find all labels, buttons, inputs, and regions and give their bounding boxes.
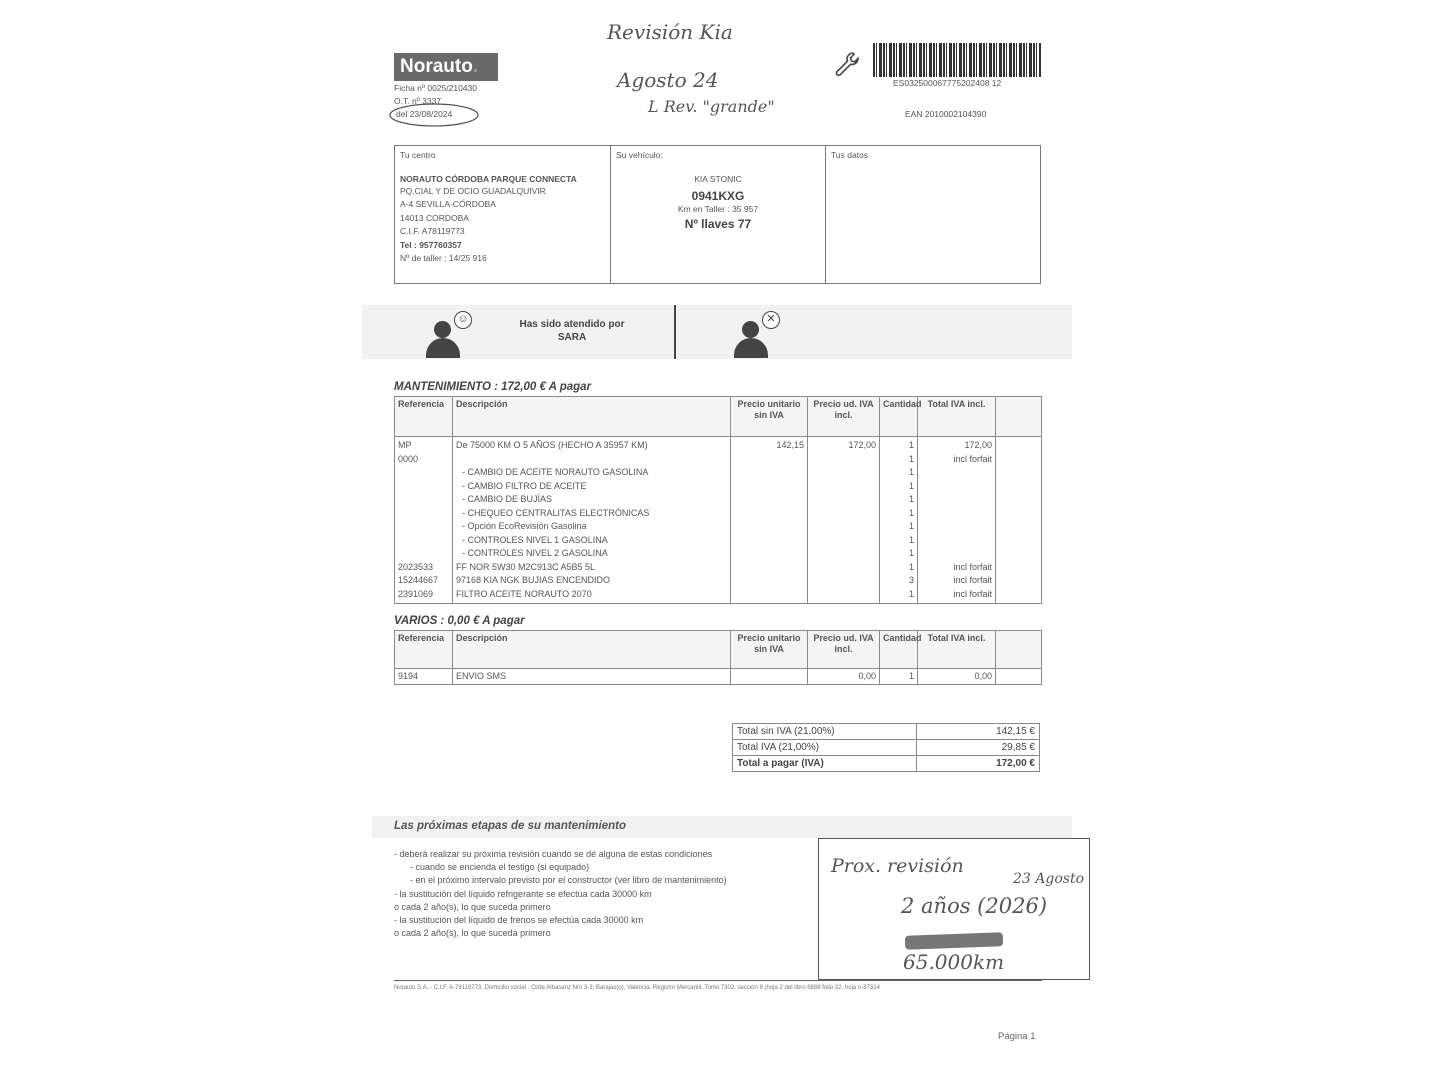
norauto-logo: Norauto.: [394, 53, 498, 81]
table-row: [395, 437, 1042, 604]
scribble-icon: [905, 932, 1003, 949]
total-cell: 0,00: [918, 669, 996, 685]
cantidad-cell: 1: [880, 669, 918, 685]
total-net-value: 142,15 €: [917, 724, 1040, 740]
col-precio-con-iva: Precio ud. IVA incl.: [808, 631, 880, 669]
vehicle-km: Km en Taller : 35 957: [677, 204, 759, 214]
attended-strip: [362, 305, 1072, 359]
table-header-row: [395, 631, 1042, 669]
precio-con-cell: 172,00: [808, 437, 880, 604]
note-line-3: 65.000km: [903, 950, 1005, 974]
list-item: o cada 2 año(s), lo que suceda primero: [394, 928, 551, 939]
barcode-number: ES032500067775202408 12: [893, 78, 1002, 88]
barcode: [873, 43, 1041, 77]
next-steps-list: [394, 848, 727, 940]
vehicle-plate: 0941KXG: [691, 189, 745, 203]
varios-title: VARIOS : 0,00 € A pagar: [394, 615, 525, 627]
total-vat-label: Total IVA (21,00%): [733, 740, 917, 756]
vehicle-keys: Nº llaves 77: [684, 216, 752, 231]
invoice-date: del 23/08/2024: [396, 109, 453, 119]
handwritten-note-box: [818, 838, 1090, 980]
tools-icon: ✕: [762, 311, 780, 329]
list-item: - cuando se encienda el testigo (si equipado): [410, 862, 590, 873]
list-item: - deberá realizar su próxima revisión cuando se dé alguna de estas condiciones: [394, 849, 713, 859]
ficha-number: Ficha nº 0025/210430: [394, 83, 477, 93]
list-item: o cada 2 año(s), lo que suceda primero: [394, 901, 551, 912]
total-grand-value: 172,00 €: [917, 756, 1040, 772]
page-number: Página 1: [998, 1031, 1036, 1042]
col-referencia: Referencia: [395, 397, 453, 437]
mantenimiento-table: [394, 396, 1042, 604]
technician-avatar-icon: [734, 321, 768, 359]
total-vat-value: 29,85 €: [917, 740, 1040, 756]
centro-cif: C.I.F. A78119773: [400, 226, 465, 236]
desc-cell: De 75000 KM O 5 AÑOS (HECHO A 35957 KM) - CAMBIO DE ACEITE NORAUTO GASOLINA - CAMBIO FILTRO DE ACEITE - CAMBIO DE BUJÍAS - CHEQUEO CENTRALITAS ELECTRÓNICAS - Opción EcoRevisión Gasolina - CONTROLES NIVEL 1 GASOLINA - CONTROLES NIVEL 2 GASOLINA FF NOR 5W30 M2C913C A5B5 5L 97168 KIA NGK BUJIAS ENCENDIDO FILTRO ACEITE NORAUTO 2070: [453, 437, 731, 604]
cantidad-cell: 1 1 1 1 1 1 1 1 1 1 3 1: [880, 437, 918, 604]
note-line-1b: 23 Agosto: [1013, 871, 1085, 887]
info-box: [394, 145, 1041, 284]
precio-con-cell: 0,00: [808, 669, 880, 685]
table-header-row: [395, 397, 1042, 437]
varios-table: [394, 630, 1042, 685]
datos-label: Tus datos: [831, 150, 869, 160]
col-referencia: Referencia: [395, 631, 453, 669]
centro-address-1: PQ.CIAL Y DE OCIO GUADALQUIVIR: [400, 185, 546, 196]
vehicle-model: KIA STONIC: [694, 173, 742, 184]
col-cantidad: Cantidad: [880, 397, 918, 437]
handwritten-note: L Rev. "grande": [648, 97, 775, 116]
vehiculo-column: [611, 146, 826, 283]
totals-row-net: [733, 724, 1040, 740]
col-total: Total IVA incl.: [918, 631, 996, 669]
footer-divider: [394, 980, 1042, 981]
list-item: - en el próximo intervalo previsto por el constructor (ver libro de mantenimiento): [410, 875, 727, 886]
centro-phone: Tel : 957760357: [400, 239, 462, 250]
handwritten-date: Agosto 24: [617, 68, 719, 92]
totals-row-grand: [733, 756, 1040, 772]
footer-legal: Norauto S.A. - C.I.F. A-78119773. Domicilio social : Cl/de Albasanz Nro 3-3, Barajas(o), Valencia. Registro Mercantil, Tomo 7302, sección 8 (hoja 2 del libro 6888 folio 32, hoja n-87314: [394, 985, 880, 991]
smiley-icon: ☺: [454, 311, 472, 329]
advisor-avatar-icon: [426, 321, 460, 359]
centro-address-2: A-4 SEVILLA-CÓRDOBA: [400, 199, 496, 209]
list-item: - la sustitución del líquido de frenos se efectúa cada 30000 km: [394, 915, 644, 926]
totals-table: [732, 723, 1040, 772]
attended-text: Has sido atendido por SARA: [519, 319, 625, 343]
ot-number: O.T. nº 3337: [394, 96, 442, 106]
centro-taller: Nº de taller : 14/25 916: [400, 253, 487, 263]
col-empty: [996, 631, 1042, 669]
col-empty: [996, 397, 1042, 437]
total-grand-label: Total a pagar (IVA): [733, 756, 917, 772]
next-steps-title: Las próximas etapas de su mantenimiento: [394, 820, 626, 832]
col-precio-con-iva: Precio ud. IVA incl.: [808, 397, 880, 437]
ean-code: EAN 2010002104390: [905, 109, 987, 119]
centro-address-3: 14013 CORDOBA: [400, 212, 469, 223]
date-circle: [388, 100, 483, 130]
col-precio-sin-iva: Precio unitario sin IVA: [731, 631, 808, 669]
totals-row-vat: [733, 740, 1040, 756]
note-line-1: Prox. revisión: [831, 855, 964, 877]
wrench-icon: [833, 50, 861, 78]
centro-name: NORAUTO CÓRDOBA PARQUE CONNECTA: [400, 173, 577, 184]
precio-sin-cell: 142,15: [731, 437, 808, 604]
centro-label: Tu centro: [400, 150, 436, 160]
mantenimiento-title: MANTENIMIENTO : 172,00 € A pagar: [394, 381, 592, 393]
table-row: [395, 669, 1042, 685]
total-net-label: Total sin IVA (21,00%): [733, 724, 917, 740]
ref-cell: MP 0000 2023533 15244667 2391069: [395, 437, 453, 604]
datos-column: [826, 146, 1039, 283]
col-precio-sin-iva: Precio unitario sin IVA: [731, 397, 808, 437]
col-total: Total IVA incl.: [918, 397, 996, 437]
empty-cell: [996, 437, 1042, 604]
vehiculo-label: Su vehículo:: [616, 150, 663, 160]
precio-sin-cell: [731, 669, 808, 685]
next-steps-header: [372, 816, 1072, 838]
divider: [674, 305, 676, 359]
empty-cell: [996, 669, 1042, 685]
col-descripcion: Descripción: [453, 397, 731, 437]
col-cantidad: Cantidad: [880, 631, 918, 669]
col-descripcion: Descripción: [453, 631, 731, 669]
ref-cell: 9194: [395, 669, 453, 685]
handwritten-title: Revisión Kia: [607, 20, 733, 44]
desc-cell: ENVIO SMS: [453, 669, 731, 685]
centro-column: [395, 146, 611, 283]
total-cell: 172,00 incl forfait incl forfait incl forfait incl forfait: [918, 437, 996, 604]
list-item: - la sustitución del líquido refrigerante se efectúa cada 30000 km: [394, 888, 652, 899]
note-line-2: 2 años (2026): [901, 894, 1048, 918]
